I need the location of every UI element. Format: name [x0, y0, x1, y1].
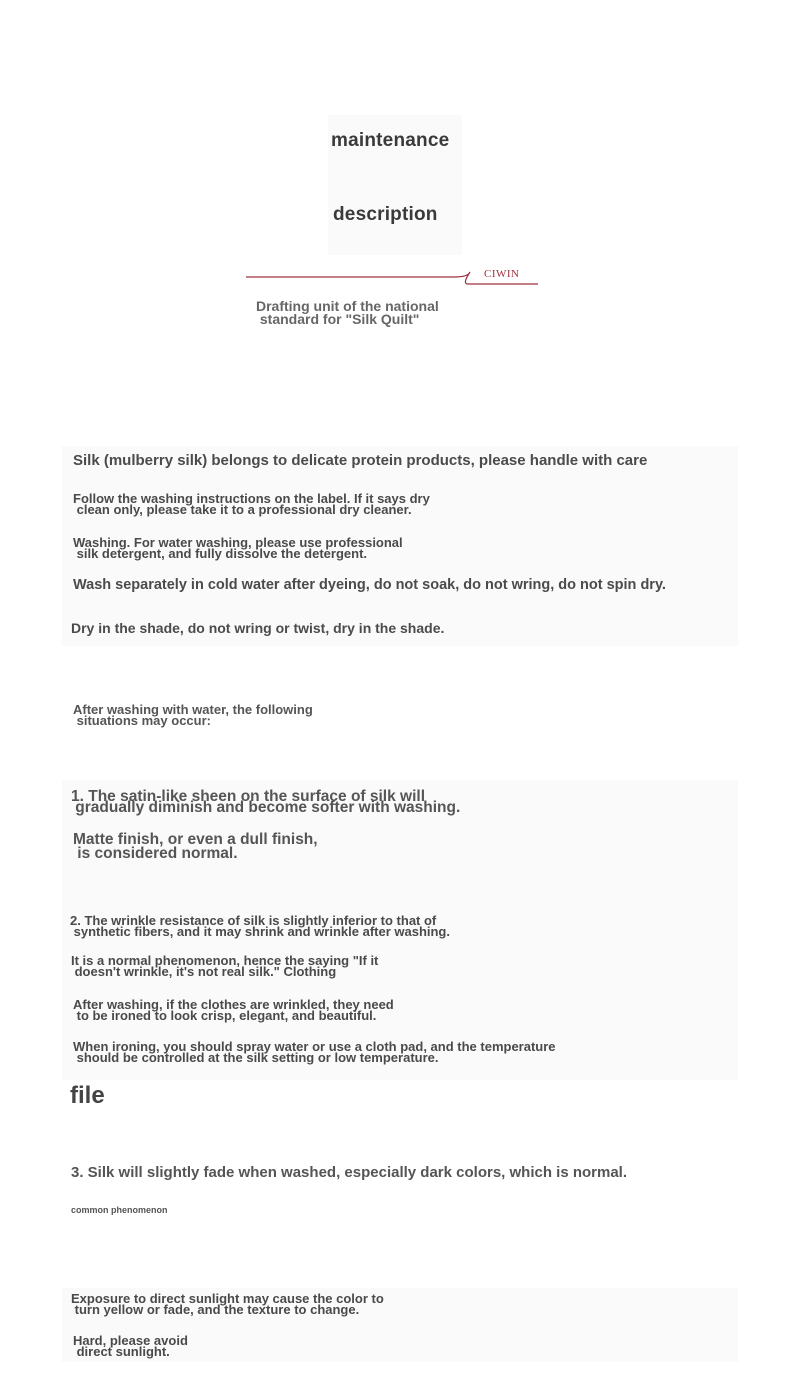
- file-label: file: [70, 1082, 105, 1109]
- point-3-note: common phenomenon: [71, 1205, 168, 1215]
- care-item-washing: Washing. For water washing, please use professional silk detergent, and fully dissolve the detergent.: [73, 535, 403, 561]
- sun-warning: Exposure to direct sunlight may cause the color to turn yellow or fade, and the texture to change.: [71, 1291, 384, 1317]
- page-title-line1: maintenance: [331, 130, 450, 151]
- after-wash-intro: After washing with water, the following situations may occur:: [73, 702, 313, 728]
- point-2-note-2: After washing, if the clothes are wrinkled, they need to be ironed to look crisp, elegant, and beautiful.: [73, 997, 394, 1023]
- page-title-line2: description: [333, 204, 438, 225]
- subtitle: Drafting unit of the national standard for "Silk Quilt": [256, 298, 439, 327]
- point-1-note: Matte finish, or even a dull finish, is considered normal.: [73, 831, 318, 862]
- care-item-label: Follow the washing instructions on the label. If it says dry clean only, please take it to a professional dry cleaner.: [73, 491, 430, 517]
- point-2: 2. The wrinkle resistance of silk is slightly inferior to that of synthetic fibers, and it may shrink and wrinkle after washing.: [70, 913, 450, 939]
- care-item-dry-shade: Dry in the shade, do not wring or twist, dry in the shade.: [71, 620, 445, 636]
- point-2-note-1: It is a normal phenomenon, hence the saying "If it doesn't wrinkle, it's not real silk." Clothing: [71, 953, 379, 979]
- care-item-cold-water: Wash separately in cold water after dyeing, do not soak, do not wring, do not spin dry.: [73, 577, 666, 593]
- point-1: 1. The satin-like sheen on the surface of silk will gradually diminish and become softer with washing.: [71, 788, 461, 816]
- sun-warning-note: Hard, please avoid direct sunlight.: [73, 1333, 188, 1359]
- point-2-note-3: When ironing, you should spray water or use a cloth pad, and the temperature should be controlled at the silk setting or low temperature.: [73, 1039, 556, 1065]
- care-heading: Silk (mulberry silk) belongs to delicate protein products, please handle with care: [73, 452, 648, 469]
- brand-logo: CIWIN: [484, 268, 520, 280]
- point-3: 3. Silk will slightly fade when washed, especially dark colors, which is normal.: [71, 1164, 628, 1181]
